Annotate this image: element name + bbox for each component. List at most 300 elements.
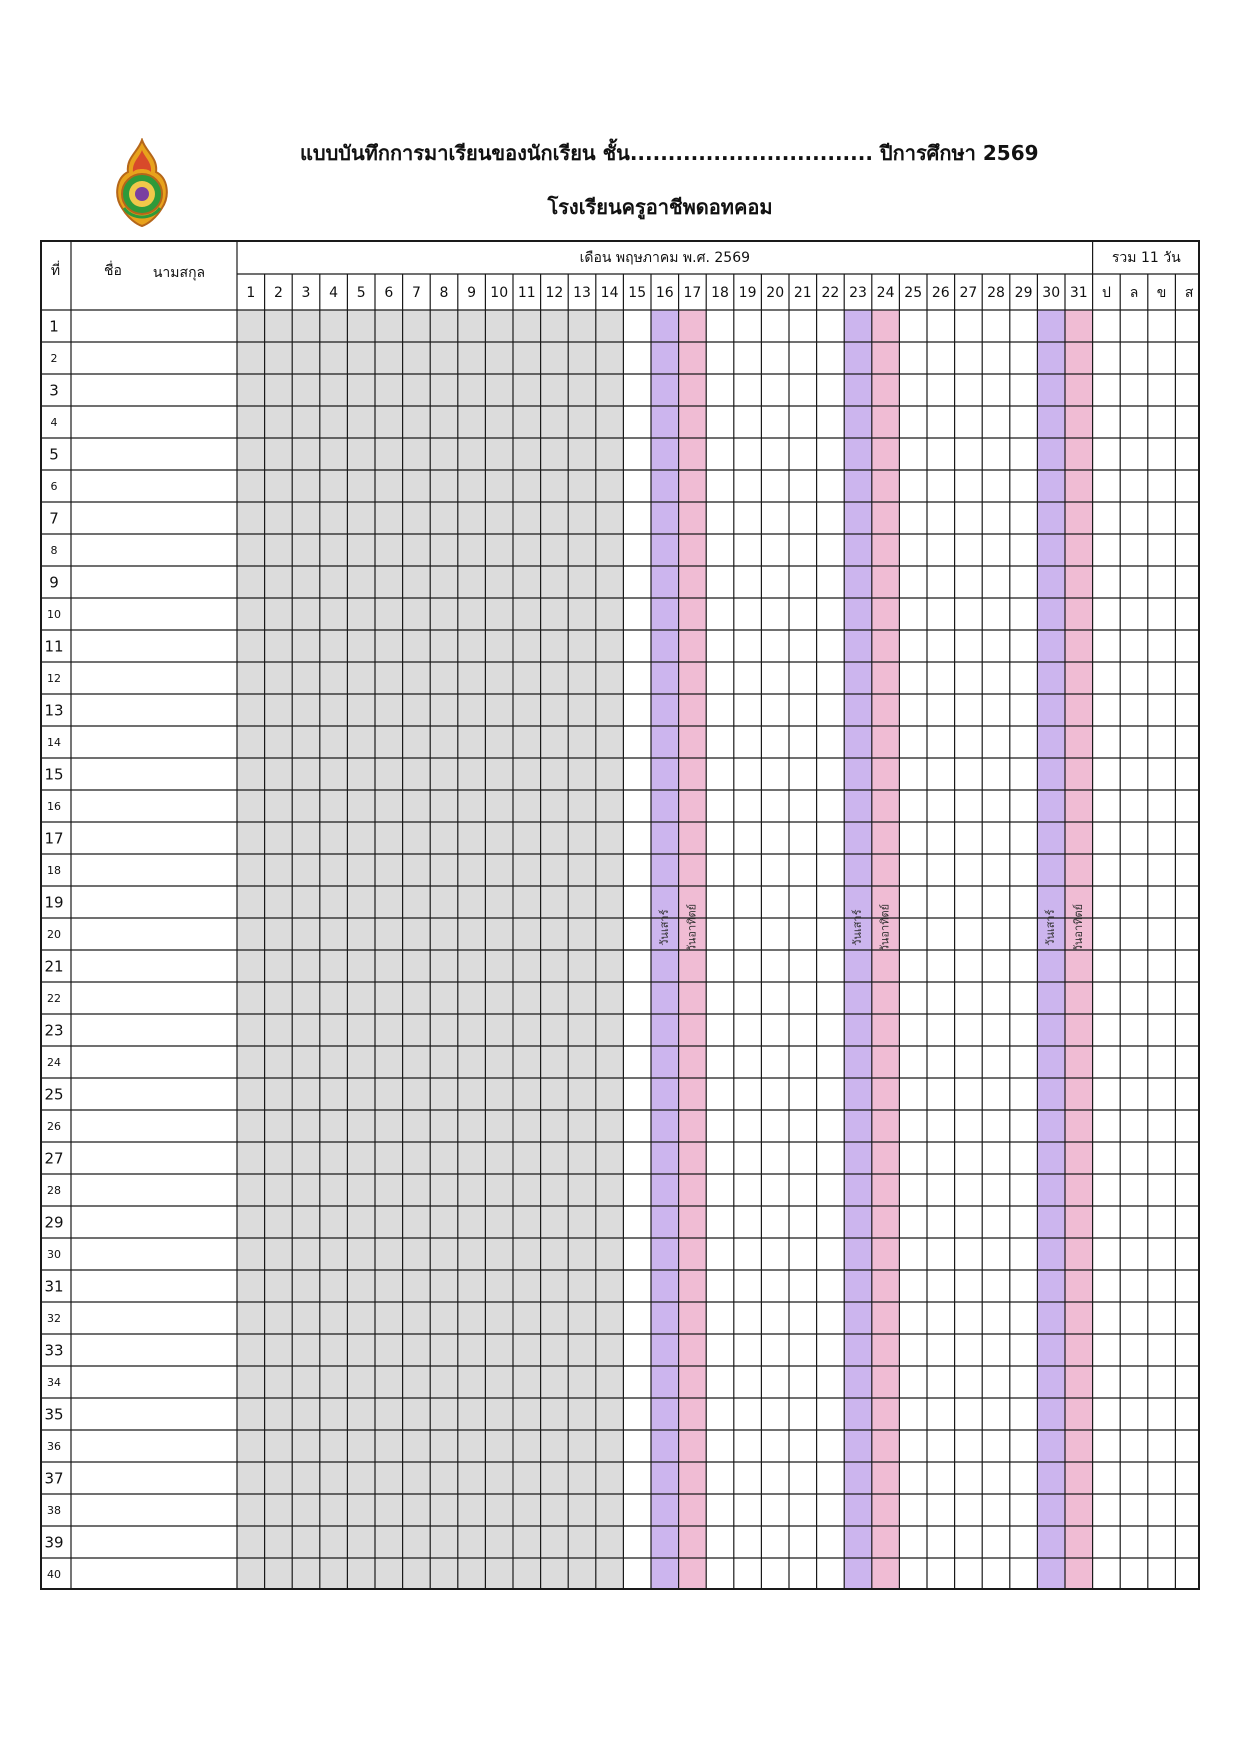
summary-cell-r2-4[interactable]	[1175, 342, 1200, 374]
attendance-cell-r13-d6[interactable]	[375, 694, 403, 726]
summary-cell-r38-2[interactable]	[1120, 1494, 1148, 1526]
attendance-cell-r2-d20[interactable]	[761, 342, 789, 374]
attendance-cell-r26-d2[interactable]	[265, 1110, 293, 1142]
attendance-cell-r14-d3[interactable]	[292, 726, 320, 758]
attendance-cell-r11-d10[interactable]	[485, 630, 513, 662]
attendance-cell-r3-d8[interactable]	[430, 374, 458, 406]
attendance-cell-r18-d23[interactable]	[844, 854, 872, 886]
attendance-cell-r14-d19[interactable]	[734, 726, 762, 758]
attendance-cell-r20-d22[interactable]	[817, 918, 845, 950]
attendance-cell-r33-d20[interactable]	[761, 1334, 789, 1366]
attendance-cell-r11-d24[interactable]	[872, 630, 900, 662]
attendance-cell-r27-d6[interactable]	[375, 1142, 403, 1174]
attendance-cell-r32-d23[interactable]	[844, 1302, 872, 1334]
attendance-cell-r5-d8[interactable]	[430, 438, 458, 470]
attendance-cell-r28-d7[interactable]	[403, 1174, 431, 1206]
attendance-cell-r3-d30[interactable]	[1037, 374, 1065, 406]
attendance-cell-r40-d5[interactable]	[347, 1558, 375, 1590]
attendance-cell-r33-d30[interactable]	[1037, 1334, 1065, 1366]
attendance-cell-r20-d11[interactable]	[513, 918, 541, 950]
attendance-cell-r34-d17[interactable]	[679, 1366, 707, 1398]
attendance-cell-r17-d11[interactable]	[513, 822, 541, 854]
attendance-cell-r30-d26[interactable]	[927, 1238, 955, 1270]
attendance-cell-r37-d29[interactable]	[1010, 1462, 1038, 1494]
attendance-cell-r36-d26[interactable]	[927, 1430, 955, 1462]
attendance-cell-r14-d14[interactable]	[596, 726, 624, 758]
attendance-cell-r13-d14[interactable]	[596, 694, 624, 726]
summary-cell-r10-2[interactable]	[1120, 598, 1148, 630]
attendance-cell-r24-d7[interactable]	[403, 1046, 431, 1078]
attendance-cell-r40-d19[interactable]	[734, 1558, 762, 1590]
attendance-cell-r28-d14[interactable]	[596, 1174, 624, 1206]
attendance-cell-r21-d14[interactable]	[596, 950, 624, 982]
attendance-cell-r37-d6[interactable]	[375, 1462, 403, 1494]
attendance-cell-r23-d12[interactable]	[541, 1014, 569, 1046]
attendance-cell-r5-d7[interactable]	[403, 438, 431, 470]
attendance-cell-r25-d25[interactable]	[899, 1078, 927, 1110]
attendance-cell-r28-d23[interactable]	[844, 1174, 872, 1206]
attendance-cell-r17-d12[interactable]	[541, 822, 569, 854]
summary-cell-r15-4[interactable]	[1175, 758, 1200, 790]
attendance-cell-r8-d15[interactable]	[623, 534, 651, 566]
attendance-cell-r19-d9[interactable]	[458, 886, 486, 918]
attendance-cell-r14-d10[interactable]	[485, 726, 513, 758]
attendance-cell-r19-d3[interactable]	[292, 886, 320, 918]
attendance-cell-r7-d31[interactable]	[1065, 502, 1093, 534]
attendance-cell-r40-d16[interactable]	[651, 1558, 679, 1590]
summary-cell-r13-1[interactable]	[1093, 694, 1121, 726]
attendance-cell-r33-d28[interactable]	[982, 1334, 1010, 1366]
attendance-cell-r9-d23[interactable]	[844, 566, 872, 598]
attendance-cell-r29-d9[interactable]	[458, 1206, 486, 1238]
attendance-cell-r6-d31[interactable]	[1065, 470, 1093, 502]
summary-cell-r22-1[interactable]	[1093, 982, 1121, 1014]
attendance-cell-r36-d27[interactable]	[955, 1430, 983, 1462]
attendance-cell-r27-d21[interactable]	[789, 1142, 817, 1174]
attendance-cell-r8-d30[interactable]	[1037, 534, 1065, 566]
attendance-cell-r36-d11[interactable]	[513, 1430, 541, 1462]
summary-cell-r27-2[interactable]	[1120, 1142, 1148, 1174]
attendance-cell-r21-d7[interactable]	[403, 950, 431, 982]
attendance-cell-r22-d30[interactable]	[1037, 982, 1065, 1014]
attendance-cell-r10-d25[interactable]	[899, 598, 927, 630]
attendance-cell-r30-d23[interactable]	[844, 1238, 872, 1270]
attendance-cell-r19-d8[interactable]	[430, 886, 458, 918]
attendance-cell-r34-d3[interactable]	[292, 1366, 320, 1398]
attendance-cell-r6-d2[interactable]	[265, 470, 293, 502]
attendance-cell-r11-d13[interactable]	[568, 630, 596, 662]
attendance-cell-r28-d30[interactable]	[1037, 1174, 1065, 1206]
attendance-cell-r21-d3[interactable]	[292, 950, 320, 982]
attendance-cell-r4-d13[interactable]	[568, 406, 596, 438]
attendance-cell-r12-d19[interactable]	[734, 662, 762, 694]
attendance-cell-r17-d5[interactable]	[347, 822, 375, 854]
attendance-cell-r34-d26[interactable]	[927, 1366, 955, 1398]
attendance-cell-r19-d20[interactable]	[761, 886, 789, 918]
attendance-cell-r31-d8[interactable]	[430, 1270, 458, 1302]
attendance-cell-r16-d9[interactable]	[458, 790, 486, 822]
attendance-cell-r29-d15[interactable]	[623, 1206, 651, 1238]
attendance-cell-r18-d1[interactable]	[237, 854, 265, 886]
attendance-cell-r3-d22[interactable]	[817, 374, 845, 406]
attendance-cell-r34-d7[interactable]	[403, 1366, 431, 1398]
attendance-cell-r3-d6[interactable]	[375, 374, 403, 406]
attendance-cell-r2-d6[interactable]	[375, 342, 403, 374]
attendance-cell-r26-d22[interactable]	[817, 1110, 845, 1142]
attendance-cell-r31-d1[interactable]	[237, 1270, 265, 1302]
attendance-cell-r39-d20[interactable]	[761, 1526, 789, 1558]
attendance-cell-r11-d31[interactable]	[1065, 630, 1093, 662]
attendance-cell-r37-d1[interactable]	[237, 1462, 265, 1494]
summary-cell-r8-4[interactable]	[1175, 534, 1200, 566]
attendance-cell-r26-d6[interactable]	[375, 1110, 403, 1142]
attendance-cell-r9-d26[interactable]	[927, 566, 955, 598]
attendance-cell-r17-d22[interactable]	[817, 822, 845, 854]
attendance-cell-r2-d19[interactable]	[734, 342, 762, 374]
summary-cell-r10-3[interactable]	[1148, 598, 1176, 630]
attendance-cell-r11-d21[interactable]	[789, 630, 817, 662]
attendance-cell-r40-d29[interactable]	[1010, 1558, 1038, 1590]
attendance-cell-r7-d4[interactable]	[320, 502, 348, 534]
attendance-cell-r20-d8[interactable]	[430, 918, 458, 950]
attendance-cell-r26-d26[interactable]	[927, 1110, 955, 1142]
attendance-cell-r8-d12[interactable]	[541, 534, 569, 566]
attendance-cell-r36-d17[interactable]	[679, 1430, 707, 1462]
attendance-cell-r20-d28[interactable]	[982, 918, 1010, 950]
attendance-cell-r30-d25[interactable]	[899, 1238, 927, 1270]
attendance-cell-r8-d19[interactable]	[734, 534, 762, 566]
attendance-cell-r28-d24[interactable]	[872, 1174, 900, 1206]
attendance-cell-r40-d27[interactable]	[955, 1558, 983, 1590]
attendance-cell-r14-d18[interactable]	[706, 726, 734, 758]
attendance-cell-r38-d5[interactable]	[347, 1494, 375, 1526]
attendance-cell-r14-d9[interactable]	[458, 726, 486, 758]
attendance-cell-r33-d22[interactable]	[817, 1334, 845, 1366]
attendance-cell-r19-d14[interactable]	[596, 886, 624, 918]
summary-cell-r36-1[interactable]	[1093, 1430, 1121, 1462]
attendance-cell-r6-d18[interactable]	[706, 470, 734, 502]
attendance-cell-r39-d26[interactable]	[927, 1526, 955, 1558]
attendance-cell-r38-d18[interactable]	[706, 1494, 734, 1526]
attendance-cell-r15-d7[interactable]	[403, 758, 431, 790]
attendance-cell-r23-d14[interactable]	[596, 1014, 624, 1046]
attendance-cell-r7-d13[interactable]	[568, 502, 596, 534]
attendance-cell-r11-d27[interactable]	[955, 630, 983, 662]
summary-cell-r19-2[interactable]	[1120, 886, 1148, 918]
attendance-cell-r36-d6[interactable]	[375, 1430, 403, 1462]
attendance-cell-r11-d5[interactable]	[347, 630, 375, 662]
attendance-cell-r40-d11[interactable]	[513, 1558, 541, 1590]
attendance-cell-r1-d20[interactable]	[761, 310, 789, 342]
attendance-cell-r38-d17[interactable]	[679, 1494, 707, 1526]
attendance-cell-r7-d27[interactable]	[955, 502, 983, 534]
attendance-cell-r14-d11[interactable]	[513, 726, 541, 758]
attendance-cell-r8-d18[interactable]	[706, 534, 734, 566]
summary-cell-r9-1[interactable]	[1093, 566, 1121, 598]
attendance-cell-r1-d19[interactable]	[734, 310, 762, 342]
attendance-cell-r13-d7[interactable]	[403, 694, 431, 726]
attendance-cell-r36-d10[interactable]	[485, 1430, 513, 1462]
attendance-cell-r29-d6[interactable]	[375, 1206, 403, 1238]
attendance-cell-r37-d30[interactable]	[1037, 1462, 1065, 1494]
attendance-cell-r18-d24[interactable]	[872, 854, 900, 886]
summary-cell-r9-2[interactable]	[1120, 566, 1148, 598]
attendance-cell-r17-d6[interactable]	[375, 822, 403, 854]
attendance-cell-r18-d7[interactable]	[403, 854, 431, 886]
attendance-cell-r17-d28[interactable]	[982, 822, 1010, 854]
attendance-cell-r34-d19[interactable]	[734, 1366, 762, 1398]
attendance-cell-r4-d30[interactable]	[1037, 406, 1065, 438]
name-cell-row-21[interactable]	[71, 950, 237, 982]
name-cell-row-36[interactable]	[71, 1430, 237, 1462]
summary-cell-r1-1[interactable]	[1093, 310, 1121, 342]
attendance-cell-r12-d10[interactable]	[485, 662, 513, 694]
attendance-cell-r2-d27[interactable]	[955, 342, 983, 374]
attendance-cell-r7-d15[interactable]	[623, 502, 651, 534]
attendance-cell-r38-d25[interactable]	[899, 1494, 927, 1526]
attendance-cell-r11-d4[interactable]	[320, 630, 348, 662]
attendance-cell-r39-d13[interactable]	[568, 1526, 596, 1558]
attendance-cell-r25-d17[interactable]	[679, 1078, 707, 1110]
attendance-cell-r36-d28[interactable]	[982, 1430, 1010, 1462]
attendance-cell-r23-d23[interactable]	[844, 1014, 872, 1046]
attendance-cell-r13-d30[interactable]	[1037, 694, 1065, 726]
attendance-cell-r40-d1[interactable]	[237, 1558, 265, 1590]
attendance-cell-r40-d9[interactable]	[458, 1558, 486, 1590]
attendance-cell-r10-d4[interactable]	[320, 598, 348, 630]
attendance-cell-r3-d10[interactable]	[485, 374, 513, 406]
attendance-cell-r5-d23[interactable]	[844, 438, 872, 470]
attendance-cell-r33-d14[interactable]	[596, 1334, 624, 1366]
attendance-cell-r8-d27[interactable]	[955, 534, 983, 566]
attendance-cell-r26-d1[interactable]	[237, 1110, 265, 1142]
attendance-cell-r35-d23[interactable]	[844, 1398, 872, 1430]
summary-cell-r30-1[interactable]	[1093, 1238, 1121, 1270]
summary-cell-r28-2[interactable]	[1120, 1174, 1148, 1206]
attendance-cell-r5-d12[interactable]	[541, 438, 569, 470]
attendance-cell-r24-d14[interactable]	[596, 1046, 624, 1078]
attendance-cell-r4-d8[interactable]	[430, 406, 458, 438]
attendance-cell-r16-d26[interactable]	[927, 790, 955, 822]
attendance-cell-r30-d16[interactable]	[651, 1238, 679, 1270]
attendance-cell-r11-d11[interactable]	[513, 630, 541, 662]
attendance-cell-r27-d28[interactable]	[982, 1142, 1010, 1174]
attendance-cell-r11-d17[interactable]	[679, 630, 707, 662]
attendance-cell-r21-d16[interactable]	[651, 950, 679, 982]
attendance-cell-r15-d13[interactable]	[568, 758, 596, 790]
attendance-cell-r37-d23[interactable]	[844, 1462, 872, 1494]
summary-cell-r23-2[interactable]	[1120, 1014, 1148, 1046]
attendance-cell-r11-d26[interactable]	[927, 630, 955, 662]
attendance-cell-r39-d9[interactable]	[458, 1526, 486, 1558]
attendance-cell-r18-d9[interactable]	[458, 854, 486, 886]
attendance-cell-r33-d8[interactable]	[430, 1334, 458, 1366]
summary-cell-r12-4[interactable]	[1175, 662, 1200, 694]
attendance-cell-r28-d8[interactable]	[430, 1174, 458, 1206]
attendance-cell-r23-d17[interactable]	[679, 1014, 707, 1046]
attendance-cell-r29-d27[interactable]	[955, 1206, 983, 1238]
attendance-cell-r26-d5[interactable]	[347, 1110, 375, 1142]
attendance-cell-r27-d15[interactable]	[623, 1142, 651, 1174]
attendance-cell-r23-d26[interactable]	[927, 1014, 955, 1046]
summary-cell-r13-3[interactable]	[1148, 694, 1176, 726]
attendance-cell-r9-d14[interactable]	[596, 566, 624, 598]
attendance-cell-r5-d1[interactable]	[237, 438, 265, 470]
attendance-cell-r27-d12[interactable]	[541, 1142, 569, 1174]
attendance-cell-r7-d29[interactable]	[1010, 502, 1038, 534]
attendance-cell-r34-d15[interactable]	[623, 1366, 651, 1398]
attendance-cell-r5-d26[interactable]	[927, 438, 955, 470]
summary-cell-r15-1[interactable]	[1093, 758, 1121, 790]
attendance-cell-r15-d15[interactable]	[623, 758, 651, 790]
attendance-cell-r23-d3[interactable]	[292, 1014, 320, 1046]
attendance-cell-r29-d10[interactable]	[485, 1206, 513, 1238]
attendance-cell-r22-d27[interactable]	[955, 982, 983, 1014]
attendance-cell-r34-d13[interactable]	[568, 1366, 596, 1398]
attendance-cell-r7-d11[interactable]	[513, 502, 541, 534]
attendance-cell-r32-d11[interactable]	[513, 1302, 541, 1334]
summary-cell-r7-3[interactable]	[1148, 502, 1176, 534]
summary-cell-r24-2[interactable]	[1120, 1046, 1148, 1078]
attendance-cell-r39-d23[interactable]	[844, 1526, 872, 1558]
summary-cell-r7-2[interactable]	[1120, 502, 1148, 534]
attendance-cell-r4-d27[interactable]	[955, 406, 983, 438]
attendance-cell-r21-d28[interactable]	[982, 950, 1010, 982]
attendance-cell-r2-d5[interactable]	[347, 342, 375, 374]
attendance-cell-r1-d31[interactable]	[1065, 310, 1093, 342]
attendance-cell-r11-d7[interactable]	[403, 630, 431, 662]
attendance-cell-r8-d25[interactable]	[899, 534, 927, 566]
attendance-cell-r1-d2[interactable]	[265, 310, 293, 342]
attendance-cell-r25-d21[interactable]	[789, 1078, 817, 1110]
attendance-cell-r17-d19[interactable]	[734, 822, 762, 854]
attendance-cell-r36-d8[interactable]	[430, 1430, 458, 1462]
attendance-cell-r8-d7[interactable]	[403, 534, 431, 566]
attendance-cell-r34-d18[interactable]	[706, 1366, 734, 1398]
attendance-cell-r28-d31[interactable]	[1065, 1174, 1093, 1206]
attendance-cell-r13-d3[interactable]	[292, 694, 320, 726]
attendance-cell-r22-d31[interactable]	[1065, 982, 1093, 1014]
attendance-cell-r1-d4[interactable]	[320, 310, 348, 342]
summary-cell-r31-3[interactable]	[1148, 1270, 1176, 1302]
attendance-cell-r28-d19[interactable]	[734, 1174, 762, 1206]
attendance-cell-r27-d10[interactable]	[485, 1142, 513, 1174]
attendance-cell-r10-d1[interactable]	[237, 598, 265, 630]
attendance-cell-r27-d1[interactable]	[237, 1142, 265, 1174]
attendance-cell-r23-d22[interactable]	[817, 1014, 845, 1046]
attendance-cell-r10-d13[interactable]	[568, 598, 596, 630]
name-cell-row-30[interactable]	[71, 1238, 237, 1270]
attendance-cell-r14-d5[interactable]	[347, 726, 375, 758]
attendance-cell-r40-d12[interactable]	[541, 1558, 569, 1590]
attendance-cell-r23-d24[interactable]	[872, 1014, 900, 1046]
attendance-cell-r23-d1[interactable]	[237, 1014, 265, 1046]
attendance-cell-r19-d27[interactable]	[955, 886, 983, 918]
name-cell-row-12[interactable]	[71, 662, 237, 694]
attendance-cell-r16-d3[interactable]	[292, 790, 320, 822]
attendance-cell-r22-d15[interactable]	[623, 982, 651, 1014]
attendance-cell-r36-d30[interactable]	[1037, 1430, 1065, 1462]
attendance-cell-r38-d20[interactable]	[761, 1494, 789, 1526]
summary-cell-r11-1[interactable]	[1093, 630, 1121, 662]
attendance-cell-r37-d2[interactable]	[265, 1462, 293, 1494]
attendance-cell-r33-d4[interactable]	[320, 1334, 348, 1366]
attendance-cell-r25-d2[interactable]	[265, 1078, 293, 1110]
summary-cell-r30-4[interactable]	[1175, 1238, 1200, 1270]
attendance-cell-r23-d30[interactable]	[1037, 1014, 1065, 1046]
attendance-cell-r32-d12[interactable]	[541, 1302, 569, 1334]
attendance-cell-r4-d5[interactable]	[347, 406, 375, 438]
attendance-cell-r24-d12[interactable]	[541, 1046, 569, 1078]
attendance-cell-r28-d20[interactable]	[761, 1174, 789, 1206]
attendance-cell-r12-d24[interactable]	[872, 662, 900, 694]
attendance-cell-r14-d21[interactable]	[789, 726, 817, 758]
attendance-cell-r40-d3[interactable]	[292, 1558, 320, 1590]
attendance-cell-r4-d7[interactable]	[403, 406, 431, 438]
attendance-cell-r30-d10[interactable]	[485, 1238, 513, 1270]
attendance-cell-r12-d12[interactable]	[541, 662, 569, 694]
attendance-cell-r39-d18[interactable]	[706, 1526, 734, 1558]
attendance-cell-r2-d7[interactable]	[403, 342, 431, 374]
attendance-cell-r20-d15[interactable]	[623, 918, 651, 950]
attendance-cell-r38-d28[interactable]	[982, 1494, 1010, 1526]
name-cell-row-40[interactable]	[71, 1558, 237, 1590]
attendance-cell-r28-d11[interactable]	[513, 1174, 541, 1206]
attendance-cell-r12-d2[interactable]	[265, 662, 293, 694]
attendance-cell-r18-d22[interactable]	[817, 854, 845, 886]
attendance-cell-r19-d1[interactable]	[237, 886, 265, 918]
attendance-cell-r22-d11[interactable]	[513, 982, 541, 1014]
attendance-cell-r27-d26[interactable]	[927, 1142, 955, 1174]
attendance-cell-r36-d3[interactable]	[292, 1430, 320, 1462]
attendance-cell-r29-d28[interactable]	[982, 1206, 1010, 1238]
summary-cell-r11-4[interactable]	[1175, 630, 1200, 662]
attendance-cell-r25-d10[interactable]	[485, 1078, 513, 1110]
attendance-cell-r23-d21[interactable]	[789, 1014, 817, 1046]
attendance-cell-r31-d27[interactable]	[955, 1270, 983, 1302]
summary-cell-r1-4[interactable]	[1175, 310, 1200, 342]
attendance-cell-r32-d10[interactable]	[485, 1302, 513, 1334]
attendance-cell-r12-d6[interactable]	[375, 662, 403, 694]
attendance-cell-r3-d14[interactable]	[596, 374, 624, 406]
attendance-cell-r19-d2[interactable]	[265, 886, 293, 918]
attendance-cell-r3-d5[interactable]	[347, 374, 375, 406]
attendance-cell-r17-d8[interactable]	[430, 822, 458, 854]
attendance-cell-r11-d22[interactable]	[817, 630, 845, 662]
attendance-cell-r10-d22[interactable]	[817, 598, 845, 630]
attendance-cell-r26-d20[interactable]	[761, 1110, 789, 1142]
attendance-cell-r24-d18[interactable]	[706, 1046, 734, 1078]
attendance-cell-r24-d17[interactable]	[679, 1046, 707, 1078]
attendance-cell-r1-d23[interactable]	[844, 310, 872, 342]
summary-cell-r39-1[interactable]	[1093, 1526, 1121, 1558]
attendance-cell-r7-d6[interactable]	[375, 502, 403, 534]
attendance-cell-r6-d30[interactable]	[1037, 470, 1065, 502]
attendance-cell-r14-d6[interactable]	[375, 726, 403, 758]
attendance-cell-r3-d7[interactable]	[403, 374, 431, 406]
attendance-cell-r13-d16[interactable]	[651, 694, 679, 726]
attendance-cell-r12-d5[interactable]	[347, 662, 375, 694]
attendance-cell-r19-d11[interactable]	[513, 886, 541, 918]
attendance-cell-r24-d24[interactable]	[872, 1046, 900, 1078]
attendance-cell-r19-d19[interactable]	[734, 886, 762, 918]
attendance-cell-r8-d31[interactable]	[1065, 534, 1093, 566]
attendance-cell-r6-d27[interactable]	[955, 470, 983, 502]
attendance-cell-r21-d8[interactable]	[430, 950, 458, 982]
attendance-cell-r1-d24[interactable]	[872, 310, 900, 342]
attendance-cell-r19-d25[interactable]	[899, 886, 927, 918]
attendance-cell-r31-d2[interactable]	[265, 1270, 293, 1302]
